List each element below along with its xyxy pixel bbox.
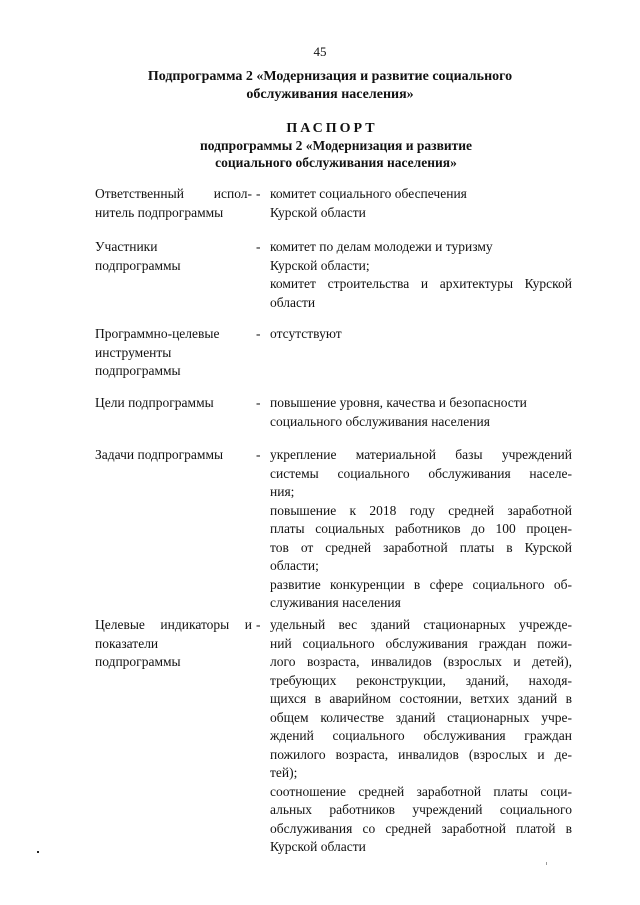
- label-line: Задачи подпрограммы: [95, 447, 224, 462]
- value-line: области: [270, 294, 316, 310]
- label-line: подпрограммы: [95, 257, 181, 273]
- value-line: области;: [270, 558, 319, 573]
- value-line: щихся в аварийном состоянии, ветхих зданий в: [270, 691, 572, 706]
- label-line: подпрограммы: [95, 654, 181, 669]
- value-line: альных работников учреждений социального: [270, 802, 572, 817]
- scan-speck: [546, 862, 547, 865]
- row-label: [95, 446, 252, 465]
- value-line: Курской области: [270, 204, 366, 220]
- value-line: развитие конкуренции в сфере социального об-: [270, 576, 572, 592]
- passport-subtitle-line-1: подпрограммы 2 «Модернизация и развитие: [199, 138, 473, 153]
- row-dash: -: [256, 617, 261, 632]
- label-line: Участники: [95, 239, 158, 254]
- row-dash: -: [256, 395, 261, 410]
- value-line: обслуживания со средней заработной платой в: [270, 820, 572, 836]
- label-line: Целевые индикаторы и: [95, 617, 252, 632]
- row-value: [270, 394, 572, 431]
- row-label: [95, 185, 252, 222]
- row-dash: -: [256, 447, 261, 462]
- value-line: комитет по делам молодежи и туризму: [270, 239, 493, 254]
- value-line: соотношение средней заработной платы соци-: [270, 783, 572, 799]
- value-line: требующих реконструкции, зданий, находя-: [270, 672, 572, 688]
- value-line: удельный вес зданий стационарных учрежде-: [270, 617, 572, 632]
- row-value: [270, 325, 572, 344]
- label-line: подпрограммы: [95, 363, 181, 378]
- value-line: комитет строительства и архитектуры Курской: [270, 276, 572, 291]
- label-line: показатели: [95, 635, 159, 651]
- value-line: лого возраста, инвалидов (взрослых и детей),: [270, 654, 572, 669]
- value-line: служивания населения: [270, 595, 401, 610]
- row-value: [270, 616, 572, 857]
- label-line: Ответственный испол-: [95, 186, 252, 201]
- label-line: нитель подпрограммы: [95, 204, 224, 220]
- value-line: повышение уровня, качества и безопасности: [270, 395, 527, 410]
- value-line: ний социального обслуживания граждан пожи-: [270, 635, 572, 651]
- value-line: Курской области;: [270, 257, 370, 273]
- value-line: общем количестве зданий стационарных учре-: [270, 709, 572, 725]
- row-value: [270, 446, 572, 613]
- row-dash: -: [256, 239, 261, 254]
- row-label: [95, 394, 252, 413]
- value-line: Курской области: [270, 839, 366, 854]
- row-dash: -: [256, 326, 261, 341]
- row-dash: -: [256, 186, 261, 201]
- value-line: ния;: [270, 484, 295, 499]
- label-line: Цели подпрограммы: [95, 395, 214, 410]
- row-value: [270, 238, 572, 312]
- value-line: тов от средней заработной платы в Курской: [270, 539, 572, 555]
- value-line: повышение к 2018 году средней заработной: [270, 502, 572, 518]
- row-value: [270, 185, 572, 222]
- subprogram-title-line-2: обслуживания населения»: [246, 87, 414, 102]
- page-number: 45: [313, 44, 327, 59]
- passport-subtitle-line-2: социального обслуживания населения»: [215, 155, 457, 170]
- subprogram-title: [120, 68, 540, 104]
- scan-speck: [37, 851, 39, 853]
- label-line: Программно-целевые: [95, 326, 220, 341]
- value-line: системы социального обслуживания населе-: [270, 465, 572, 481]
- label-line: инструменты: [95, 344, 172, 360]
- value-line: пожилого возраста, инвалидов (взрослых и де-: [270, 746, 572, 762]
- value-line: укрепление материальной базы учреждений: [270, 447, 572, 462]
- row-label: [95, 325, 252, 381]
- value-line: платы социальных работников до 100 процен-: [270, 521, 572, 536]
- row-label: [95, 616, 252, 672]
- passport-heading: ПАСПОРТ: [286, 121, 378, 136]
- value-line: ждений социального обслуживания граждан: [270, 728, 572, 743]
- passport-subtitle: [120, 137, 552, 171]
- subprogram-title-line-1: Подпрограмма 2 «Модернизация и развитие социального: [147, 69, 513, 84]
- value-line: тей);: [270, 765, 298, 780]
- value-line: отсутствуют: [270, 326, 342, 341]
- value-line: комитет социального обеспечения: [270, 186, 467, 201]
- value-line: социального обслуживания населения: [270, 413, 490, 429]
- row-label: [95, 238, 252, 275]
